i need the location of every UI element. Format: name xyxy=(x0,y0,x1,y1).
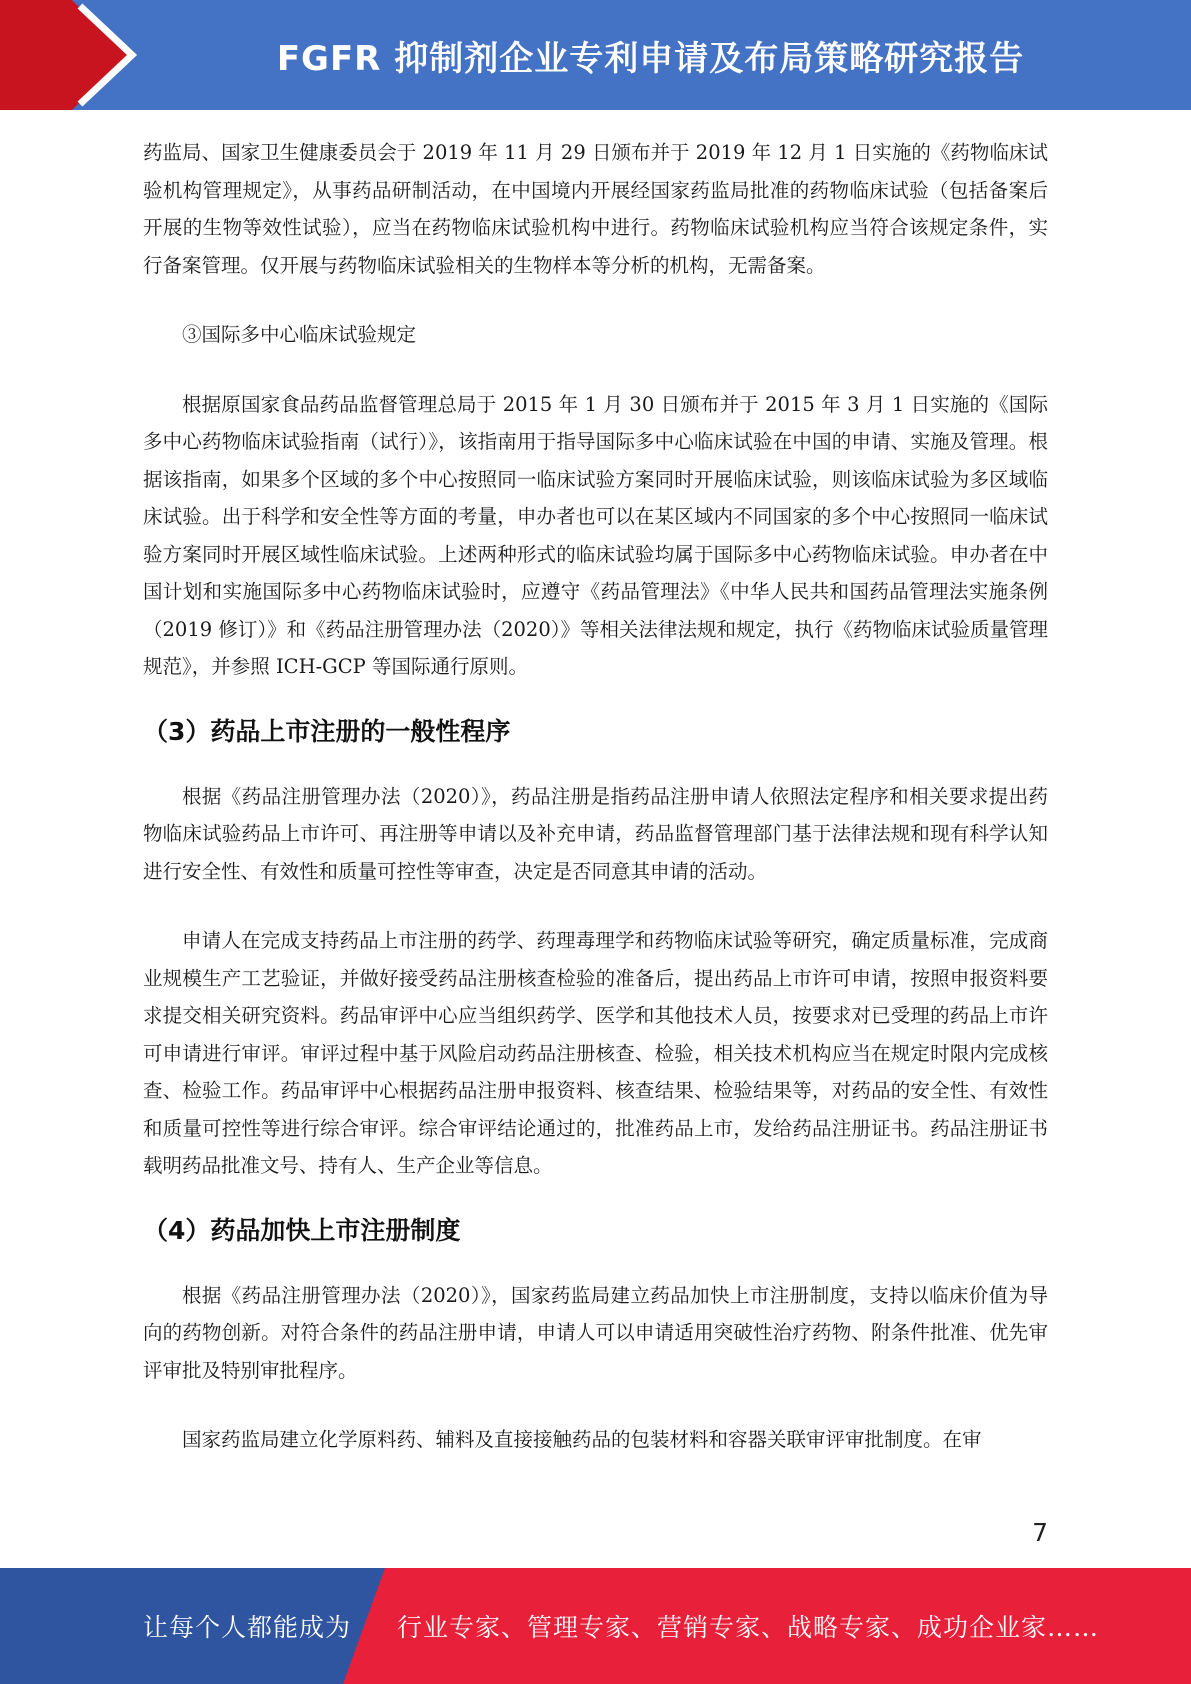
paragraph-3: 根据《药品注册管理办法（2020）》，药品注册是指药品注册申请人依照法定程序和相关要求提出药物临床试验药品上市许可、再注册等申请以及补充申请，药品监督管理部门基于法律法规和现有科学认知进行安全性、有效性和质量可控性等审查，决定是否同意其申请的活动。 xyxy=(143,784,1048,883)
paragraph-2: 根据原国家食品药品监督管理总局于 2015 年 1 月 30 日颁布并于 2015 年 3 月 1 日实施的《国际多中心药物临床试验指南（试行）》，该指南用于指导国际多中心临床试验在中国的申请、实施及管理。根据该指南，如果多个区域的多个中心按照同一临床试验方案同时开展临床试验，则该临床试验为多区域临床试验。出于科学和安全性等方面的考量，申办者也可以在某区域内不同国家的多个中心按照同一临床试验方案同时开展区域性临床试验。上述两种形式的临床试验均属于国际多中心药物临床试验。申办者在中国计划和实施国际多中心药物临床试验时，应遵守《药品管理法》《中华人民共和国药品管理法实施条例（2019 修订）》和《药品注册管理办法（2020）》等相关法律法规和规定，执行《药物临床试验质量管理规范》，并参照 ICH-GCP 等国际通行原则。 xyxy=(143,392,1048,678)
paragraph-1: 药监局、国家卫生健康委员会于 2019 年 11 月 29 日颁布并于 2019 年 12 月 1 日实施的《药物临床试验机构管理规定》，从事药品研制活动，在中国境内开展经国家药监局批准的药物临床试验（包括备案后开展的生物等效性试验），应当在药物临床试验机构中进行。药物临床试验机构应当符合该规定条件，实行备案管理。仅开展与药物临床试验相关的生物样本等分析的机构，无需备案。 xyxy=(143,141,1048,277)
paragraph-4: 申请人在完成支持药品上市注册的药学、药理毒理学和药物临床试验等研究，确定质量标准，完成商业规模生产工艺验证，并做好接受药品注册核查检验的准备后，提出药品上市许可申请，按照申报资料要求提交相关研究资料。药品审评中心应当组织药学、医学和其他技术人员，按要求对已受理的药品上市许可申请进行审评。审评过程中基于风险启动药品注册核查、检验，相关技术机构应当在规定时限内完成核查、检验工作。药品审评中心根据药品注册申报资料、核查结果、检验结果等，对药品的安全性、有效性和质量可控性等进行综合审评。综合审评结论通过的，批准药品上市，发给药品注册证书。药品注册证书载明药品批准文号、持有人、生产企业等信息。 xyxy=(143,929,1048,1177)
paragraph-5: 根据《药品注册管理办法（2020）》，国家药监局建立药品加快上市注册制度，支持以临床价值为导向的药物创新。对符合条件的药品注册申请，申请人可以申请适用突破性治疗药物、附条件批准、优先审评审批及特别审批程序。 xyxy=(143,1283,1048,1382)
page-header xyxy=(0,0,1191,110)
section-heading-4: （4）药品加快上市注册制度 xyxy=(143,1215,461,1245)
report-title: FGFR 抑制剂企业专利申请及布局策略研究报告 xyxy=(276,38,1025,79)
footer-slogan-right: 行业专家、管理专家、营销专家、战略专家、成功企业家…… xyxy=(397,1613,1100,1642)
document-body xyxy=(143,134,1048,1459)
section-heading-3: （3）药品上市注册的一般性程序 xyxy=(143,716,511,746)
page-number: 7 xyxy=(1032,1518,1048,1547)
page-footer xyxy=(0,1568,1191,1684)
paragraph-6: 国家药监局建立化学原料药、辅料及直接接触药品的包装材料和容器关联审评审批制度。在审 xyxy=(182,1428,982,1451)
subheading-international-trials: ③国际多中心临床试验规定 xyxy=(182,323,417,346)
footer-slogan-left: 让每个人都能成为 xyxy=(143,1613,352,1642)
